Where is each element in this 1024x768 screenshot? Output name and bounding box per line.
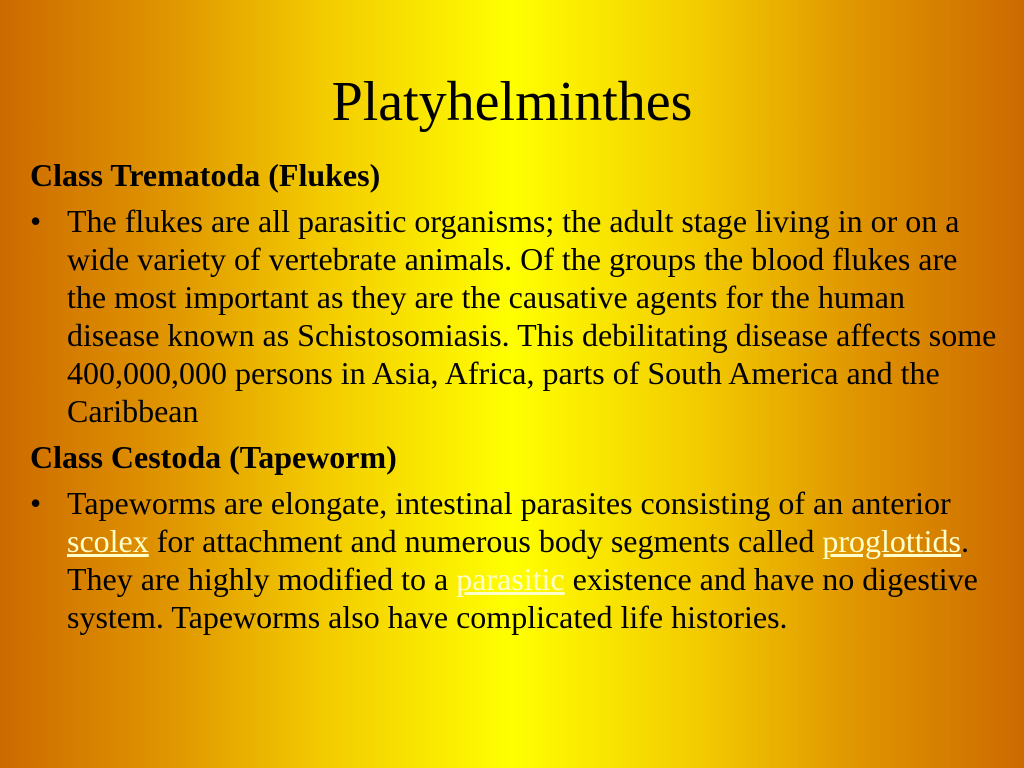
bullet-icon: • [30,203,42,239]
parasitic-link[interactable]: parasitic [456,561,565,597]
section-heading-trematoda: Class Trematoda (Flukes) [30,157,381,193]
bullet-text-part: . They are highly modified to a [67,523,969,597]
bullet-text-part: existence and have no digestive system. Tapeworms also have complicated life histories. [67,561,978,635]
bullet-cestoda [30,484,1000,636]
scolex-link[interactable]: scolex [67,523,149,559]
bullet-icon: • [30,485,42,521]
bullet-text-part: for attachment and numerous body segments called [148,523,823,559]
bullet-text-cestoda [67,485,978,635]
slide-title: Platyhelminthes [331,71,693,133]
section-heading-cestoda: Class Cestoda (Tapeworm) [30,439,397,475]
bullet-text-part: Tapeworms are elongate, intestinal parasites consisting of an anterior [67,485,951,521]
bullet-trematoda [30,202,1000,430]
bullet-text-trematoda: The flukes are all parasitic organisms; the adult stage living in or on a wide variety of vertebrate animals. Of the groups the blood flukes are the most important as they are the causative agents for the human disease known as Schistosomiasis. This debilitating disease affects some 400,000,000 persons in Asia, Africa, parts of South America and the Caribbean [67,203,997,429]
slide-body [30,156,1000,644]
proglottids-link[interactable]: proglottids [822,523,961,559]
